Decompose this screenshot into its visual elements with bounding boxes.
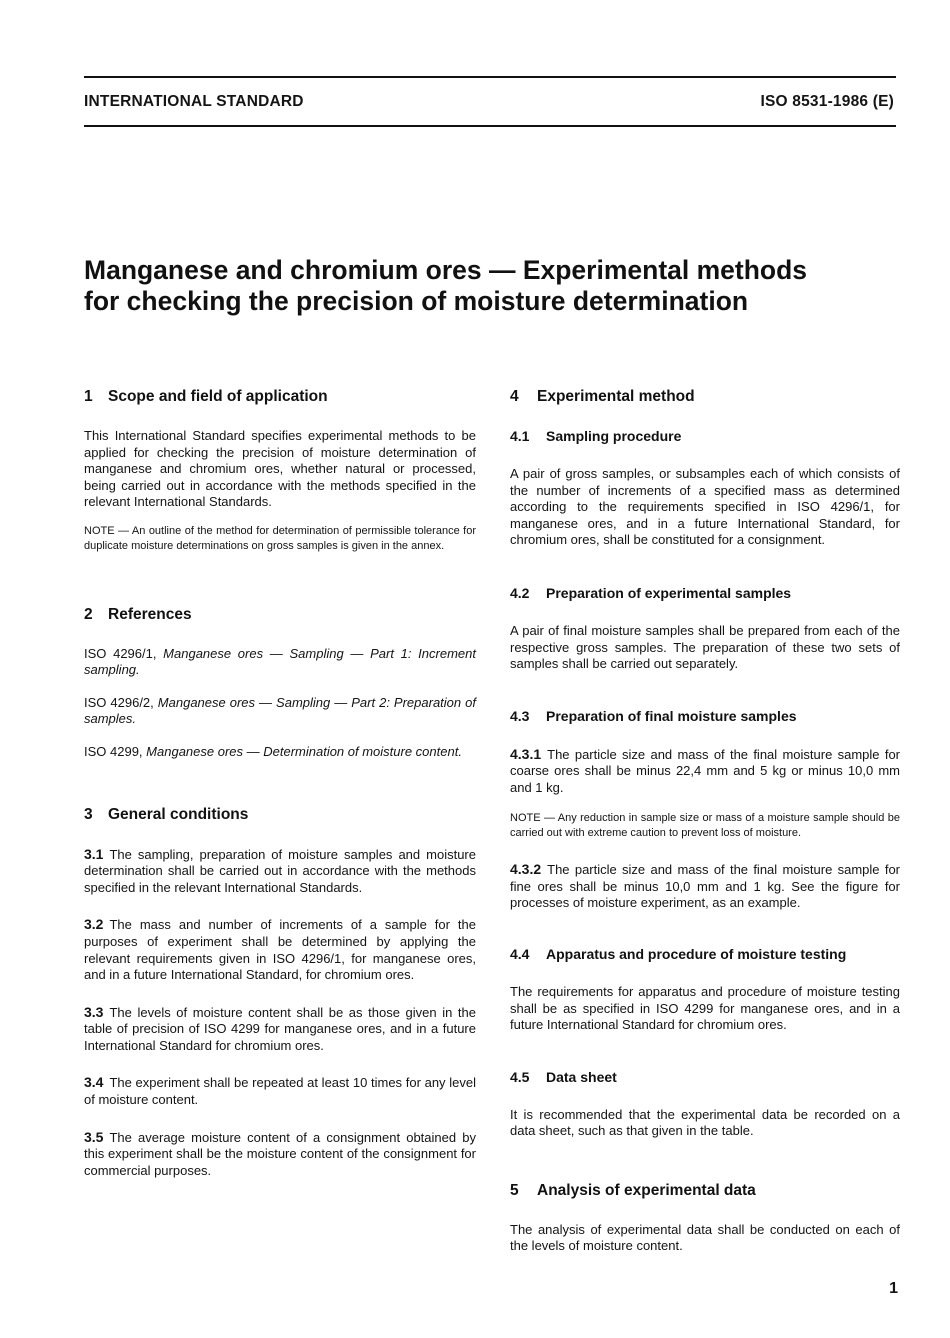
clause-3-3: [84, 1004, 476, 1055]
reference-title: Manganese ores — Sampling — Part 2: Preparation of samples.: [84, 694, 476, 727]
reference-title: Manganese ores — Sampling — Part 1: Increment sampling.: [84, 645, 476, 678]
clause-3-2: [84, 916, 476, 983]
subsection-number: 4.1: [510, 428, 530, 444]
section-4-heading: [510, 388, 900, 406]
section-5-number: 5: [510, 1181, 519, 1199]
section-5-body: The analysis of experimental data shall be conducted on each of the levels of moisture content.: [510, 1221, 900, 1254]
reference-title: Manganese ores — Determination of moisture content.: [146, 743, 462, 759]
section-2-number: 2: [84, 605, 93, 623]
subsection-4-5-heading: [510, 1069, 900, 1085]
clause-text: The mass and number of increments of a sample for the purposes of experiment shall be determined by applying the relevant requirements given in ISO 4296/1, for manganese ores, and in a future International Standard, for chromium ores.: [84, 917, 476, 983]
clause-3-1: [84, 846, 476, 897]
section-3-heading: [84, 806, 476, 824]
header-top-rule: [84, 76, 896, 78]
reference-code: ISO 4299,: [84, 743, 143, 759]
section-5-heading: [510, 1182, 900, 1200]
clause-text: The sampling, preparation of moisture samples and moisture determination shall be carried out in accordance with the methods specified in the relevant International Standards.: [84, 846, 476, 895]
subsection-title: Sampling procedure: [546, 428, 682, 444]
section-2-heading: [84, 606, 476, 624]
clause-4-3-2: [510, 861, 900, 912]
page-number: 1: [889, 1280, 898, 1297]
clause-number: 3.1: [84, 845, 104, 862]
subsection-number: 4.2: [510, 584, 530, 601]
subsection-4-3-heading: [510, 708, 900, 724]
subsection-4-1-body: A pair of gross samples, or subsamples each of which consists of the number of increments of a specified mass as determined according to the requirements specified in ISO 4296/1, for manganese ores, and in a future International Standard, for chromium ores, shall be constituted for a consignment.: [510, 466, 900, 548]
clause-number: 3.5: [84, 1128, 104, 1145]
subsection-4-1-heading: [510, 428, 900, 444]
subsection-title: Data sheet: [546, 1068, 617, 1085]
section-1-number: 1: [84, 388, 93, 405]
clause-text: The particle size and mass of the final moisture sample for fine ores shall be minus 10,0 mm and 1 kg. See the figure for processes of moisture experiment, as an example.: [510, 862, 900, 911]
clause-number: 3.4: [84, 1074, 104, 1091]
subsection-number: 4.5: [510, 1068, 530, 1085]
reference-item: [84, 646, 476, 679]
section-4-number: 4: [510, 388, 519, 405]
section-3-title: General conditions: [108, 805, 249, 823]
clause-text: The levels of moisture content shall be as those given in the table of precision of ISO 4299 for manganese ores, and in a future International Standard for chromium ores.: [84, 1004, 476, 1053]
section-1-note: NOTE — An outline of the method for determination of permissible tolerance for duplicate moisture determinations on gross samples is given in the annex.: [84, 524, 476, 553]
reference-code: ISO 4296/1,: [84, 645, 157, 661]
subsection-4-2-body: A pair of final moisture samples shall be prepared from each of the respective gross samples. The preparation of these two sets of samples shall be carried out separately.: [510, 622, 900, 672]
header-standard-number: ISO 8531-1986 (E): [760, 93, 894, 110]
subsection-title: Preparation of experimental samples: [546, 584, 792, 601]
subsection-4-3-note: NOTE — Any reduction in sample size or mass of a moisture sample should be carried out with extreme caution to prevent loss of moisture.: [510, 811, 900, 839]
subsection-4-4-body: The requirements for apparatus and procedure of moisture testing shall be as specified in ISO 4299 for manganese ores, and in a future International Standard for chromium ores.: [510, 983, 900, 1033]
section-1-heading: [84, 388, 476, 406]
section-1-title: Scope and field of application: [108, 388, 328, 405]
section-3-number: 3: [84, 805, 93, 823]
section-2-title: References: [108, 605, 192, 623]
subsection-title: Preparation of final moisture samples: [546, 707, 797, 724]
clause-number: 3.2: [84, 916, 104, 933]
header-standard-type: INTERNATIONAL STANDARD: [84, 93, 304, 110]
section-4-title: Experimental method: [537, 388, 695, 405]
right-column: [510, 388, 900, 1255]
subsection-4-2-heading: [510, 585, 900, 601]
clause-3-5: [84, 1129, 476, 1180]
clause-text: The particle size and mass of the final moisture sample for coarse ores shall be minus 22,4 mm and 5 kg or minus 10,0 mm and 1 kg.: [510, 746, 900, 795]
section-1-body: This International Standard specifies experimental methods to be applied for checking the precision of moisture determination of manganese and chromium ores, whether natural or processed, being carried out in accordance with the methods specified in the relevant International Standards.: [84, 428, 476, 510]
title-line-1: Manganese and chromium ores — Experimental methods: [84, 255, 808, 285]
left-column: [84, 388, 476, 1179]
clause-4-3-1: [510, 746, 900, 797]
clause-3-4: [84, 1074, 476, 1108]
section-5-title: Analysis of experimental data: [537, 1181, 756, 1199]
reference-item: [84, 744, 476, 761]
subsection-4-4-heading: [510, 946, 900, 962]
subsection-title: Apparatus and procedure of moisture testing: [546, 945, 847, 962]
subsection-4-5-body: It is recommended that the experimental data be recorded on a data sheet, such as that given in the table.: [510, 1106, 900, 1139]
reference-item: [84, 695, 476, 728]
reference-code: ISO 4296/2,: [84, 694, 154, 710]
header-bottom-rule: [84, 125, 896, 127]
clause-number: 4.3.1: [510, 745, 542, 762]
clause-text: The experiment shall be repeated at least 10 times for any level of moisture content.: [84, 1075, 476, 1108]
document-title: [84, 255, 924, 317]
clause-number: 4.3.2: [510, 861, 542, 878]
subsection-number: 4.3: [510, 707, 530, 724]
clause-text: The average moisture content of a consignment obtained by this experiment shall be the moisture content of the consignment for commercial purposes.: [84, 1129, 476, 1178]
title-line-2: for checking the precision of moisture determination: [84, 286, 749, 316]
subsection-number: 4.4: [510, 945, 530, 962]
clause-number: 3.3: [84, 1003, 104, 1020]
